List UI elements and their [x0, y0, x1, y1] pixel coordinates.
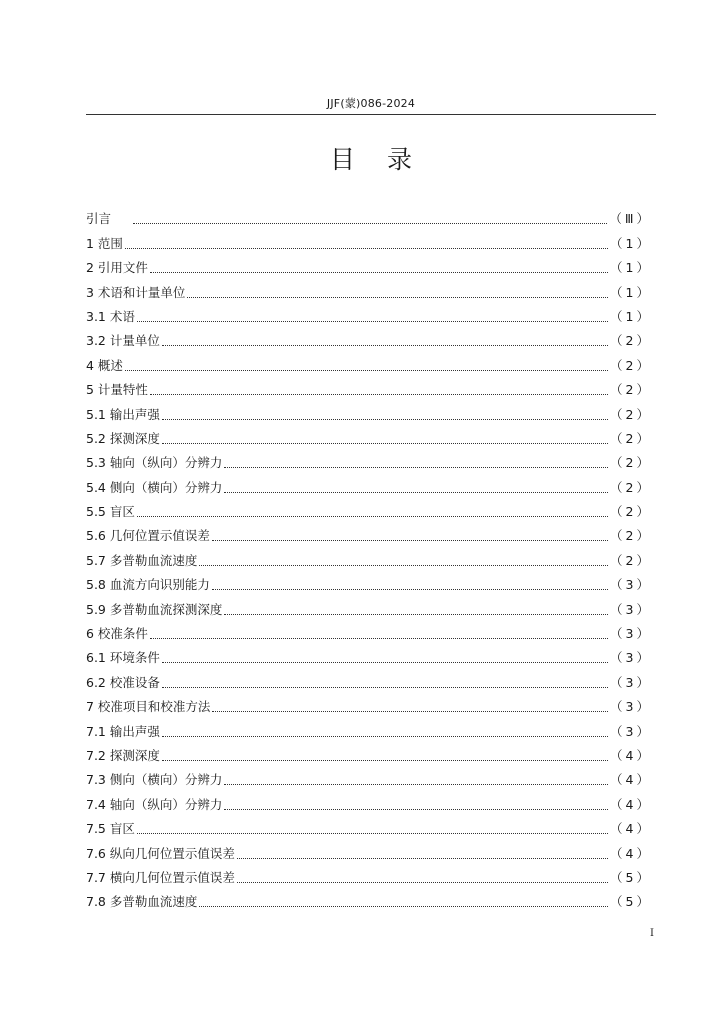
- page-number: I: [650, 928, 654, 939]
- toc-leader-dots: [237, 882, 608, 883]
- toc-entry-label: 5 计量特性: [86, 382, 148, 398]
- toc-entry[interactable]: [86, 376, 652, 400]
- page-title: 目 录: [330, 145, 424, 174]
- toc-entry-page: （3）: [610, 601, 652, 617]
- toc-entry-label: 7.7 横向几何位置示值误差: [86, 869, 235, 885]
- toc-entry-label: 5.6 几何位置示值误差: [86, 528, 210, 544]
- toc-entry-label: 5.7 多普勒血流速度: [86, 552, 198, 568]
- table-of-contents: [86, 205, 652, 912]
- toc-entry-label: 7 校准项目和校准方法: [86, 699, 211, 715]
- toc-leader-dots: [199, 906, 608, 907]
- toc-entry[interactable]: [86, 229, 652, 253]
- toc-entry-page: （4）: [610, 821, 652, 837]
- toc-entry-page: （2）: [610, 406, 652, 422]
- toc-leader-dots: [212, 711, 608, 712]
- toc-entry-page: （3）: [610, 577, 652, 593]
- toc-entry[interactable]: [86, 595, 652, 619]
- toc-entry[interactable]: [86, 351, 652, 375]
- toc-entry[interactable]: [86, 717, 652, 741]
- toc-entry-label: 7.6 纵向几何位置示值误差: [86, 845, 235, 861]
- toc-entry-page: （1）: [610, 308, 652, 324]
- toc-leader-dots: [187, 297, 608, 298]
- toc-leader-dots: [224, 614, 608, 615]
- toc-entry-page: （2）: [610, 333, 652, 349]
- toc-leader-dots: [162, 419, 608, 420]
- toc-leader-dots: [212, 589, 608, 590]
- toc-entry[interactable]: [86, 449, 652, 473]
- toc-entry[interactable]: [86, 522, 652, 546]
- toc-leader-dots: [150, 394, 608, 395]
- toc-entry[interactable]: [86, 888, 652, 912]
- toc-entry[interactable]: [86, 278, 652, 302]
- toc-entry[interactable]: [86, 620, 652, 644]
- toc-entry[interactable]: [86, 498, 652, 522]
- toc-entry-page: （5）: [610, 894, 652, 910]
- toc-entry-page: （2）: [610, 528, 652, 544]
- toc-entry[interactable]: [86, 205, 652, 229]
- toc-leader-dots: [125, 370, 608, 371]
- toc-entry-page: （3）: [610, 699, 652, 715]
- toc-entry-label: 5.3 轴向（纵向）分辨力: [86, 455, 223, 471]
- toc-entry-label: 6.1 环境条件: [86, 650, 160, 666]
- running-header: JJF(蒙)086-2024: [86, 95, 656, 115]
- toc-entry-label: 7.4 轴向（纵向）分辨力: [86, 796, 223, 812]
- toc-entry-page: （3）: [610, 626, 652, 642]
- toc-entry-page: （1）: [610, 284, 652, 300]
- toc-entry[interactable]: [86, 327, 652, 351]
- toc-entry-page: （4）: [610, 772, 652, 788]
- toc-entry-page: （3）: [610, 674, 652, 690]
- toc-leader-dots: [137, 833, 608, 834]
- toc-entry-label: 3 术语和计量单位: [86, 284, 186, 300]
- toc-entry-page: （3）: [610, 650, 652, 666]
- toc-entry-page: （2）: [610, 430, 652, 446]
- toc-entry-page: （1）: [610, 260, 652, 276]
- toc-entry[interactable]: [86, 790, 652, 814]
- toc-entry-page: （2）: [610, 455, 652, 471]
- toc-leader-dots: [224, 467, 608, 468]
- toc-entry-label: 7.2 探测深度: [86, 747, 160, 763]
- toc-leader-dots: [162, 345, 608, 346]
- toc-entry[interactable]: [86, 571, 652, 595]
- toc-entry-label: 2 引用文件: [86, 260, 148, 276]
- toc-entry-label: 5.4 侧向（横向）分辨力: [86, 479, 223, 495]
- toc-entry-label: 3.2 计量单位: [86, 333, 160, 349]
- toc-entry[interactable]: [86, 644, 652, 668]
- toc-entry[interactable]: [86, 254, 652, 278]
- toc-entry-label: 3.1 术语: [86, 308, 135, 324]
- toc-leader-dots: [150, 272, 608, 273]
- toc-entry-label: 7.5 盲区: [86, 821, 135, 837]
- toc-entry[interactable]: [86, 766, 652, 790]
- toc-entry-label: 5.9 多普勒血流探测深度: [86, 601, 223, 617]
- toc-entry-label: 5.1 输出声强: [86, 406, 160, 422]
- toc-entry-label: 5.8 血流方向识别能力: [86, 577, 210, 593]
- toc-entry-label: 7.8 多普勒血流速度: [86, 894, 198, 910]
- toc-entry[interactable]: [86, 473, 652, 497]
- toc-entry-page: （2）: [610, 552, 652, 568]
- toc-entry[interactable]: [86, 839, 652, 863]
- toc-leader-dots: [162, 662, 608, 663]
- toc-leader-dots: [224, 809, 608, 810]
- toc-entry-label: 引言: [86, 211, 112, 227]
- toc-entry-page: （1）: [610, 235, 652, 251]
- toc-entry[interactable]: [86, 425, 652, 449]
- toc-leader-dots: [199, 565, 608, 566]
- toc-leader-dots: [162, 443, 608, 444]
- toc-leader-dots: [150, 638, 608, 639]
- toc-entry-page: （2）: [610, 479, 652, 495]
- toc-leader-dots: [125, 248, 608, 249]
- toc-entry[interactable]: [86, 815, 652, 839]
- toc-entry[interactable]: [86, 742, 652, 766]
- toc-entry[interactable]: [86, 303, 652, 327]
- toc-entry-page: （4）: [610, 845, 652, 861]
- toc-entry-label: 1 范围: [86, 235, 123, 251]
- toc-entry-label: 7.1 输出声强: [86, 723, 160, 739]
- toc-entry-label: 7.3 侧向（横向）分辨力: [86, 772, 223, 788]
- toc-entry-page: （2）: [610, 504, 652, 520]
- toc-leader-dots: [162, 687, 608, 688]
- toc-entry-page: （3）: [610, 723, 652, 739]
- toc-entry[interactable]: [86, 400, 652, 424]
- toc-entry-page: （4）: [610, 747, 652, 763]
- toc-entry-label: 6 校准条件: [86, 626, 148, 642]
- toc-entry[interactable]: [86, 546, 652, 570]
- toc-leader-dots: [162, 736, 608, 737]
- toc-entry[interactable]: [86, 864, 652, 888]
- toc-leader-dots: [237, 858, 608, 859]
- toc-entry-page: （2）: [610, 382, 652, 398]
- toc-leader-dots: [162, 760, 608, 761]
- toc-entry-page: （4）: [610, 796, 652, 812]
- toc-leader-dots: [224, 492, 608, 493]
- toc-entry-label: 6.2 校准设备: [86, 674, 160, 690]
- toc-leader-dots: [137, 516, 608, 517]
- toc-entry-page: （2）: [610, 357, 652, 373]
- toc-entry[interactable]: [86, 668, 652, 692]
- toc-entry[interactable]: [86, 693, 652, 717]
- toc-entry-page: （5）: [610, 869, 652, 885]
- toc-leader-dots: [133, 223, 607, 224]
- toc-leader-dots: [137, 321, 608, 322]
- toc-leader-dots: [212, 540, 608, 541]
- toc-entry-label: 4 概述: [86, 357, 123, 373]
- toc-entry-label: 5.5 盲区: [86, 504, 135, 520]
- toc-leader-dots: [224, 784, 608, 785]
- toc-entry-label: 5.2 探测深度: [86, 430, 160, 446]
- toc-entry-page: （Ⅲ）: [609, 211, 652, 227]
